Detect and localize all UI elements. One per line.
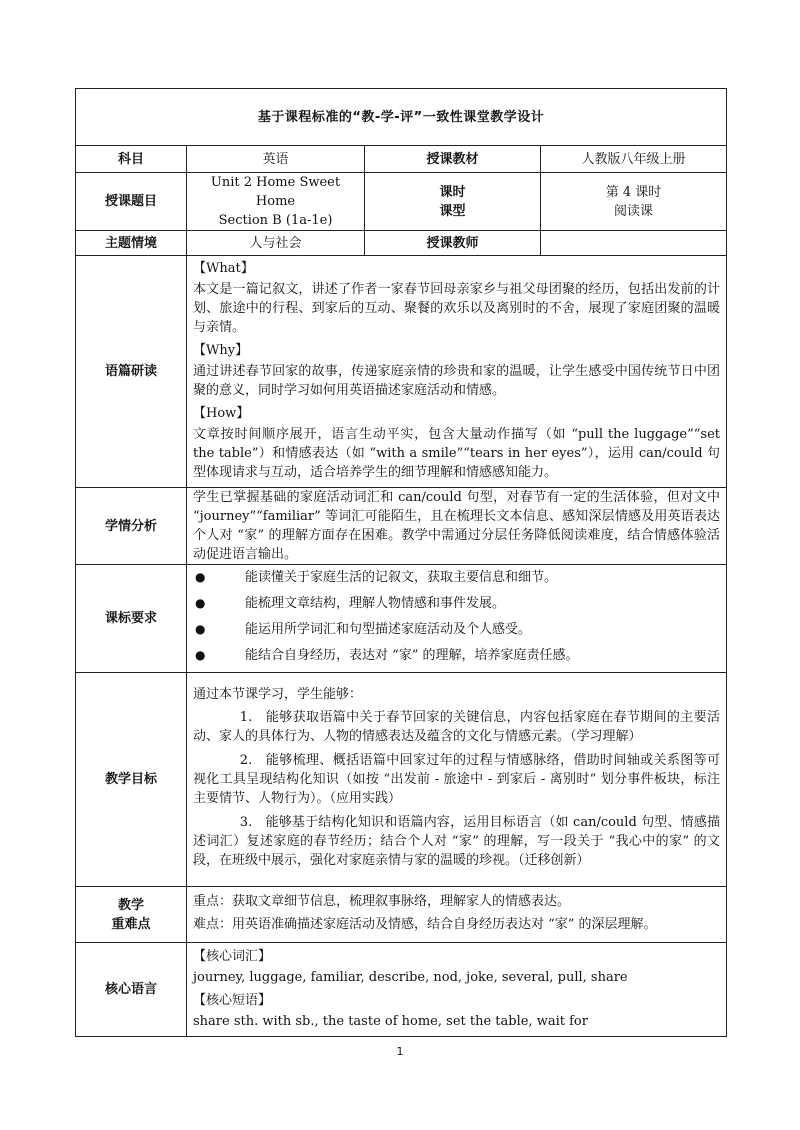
topic-value-line1: Unit 2 Home Sweet Home	[210, 175, 341, 209]
period-type-label	[365, 173, 541, 231]
topic-value	[187, 173, 365, 231]
teacher-label: 授课教师	[365, 231, 541, 256]
topic-value-line2: Section B (1a-1e)	[218, 213, 333, 228]
core-language-label: 核心语言	[76, 943, 187, 1037]
bullet-icon: ●	[195, 622, 206, 636]
key-points-label-line2: 重难点	[111, 916, 151, 932]
standards-content	[187, 565, 727, 673]
list-item	[193, 646, 720, 665]
how-text: 文章按时间顺序展开，语言生动平实，包含大量动作描写（如 “pull the luggage”“set the table”）和情感表达（如 “with a smile”“tears in her eyes”），运用 can/could 句型体现请求与互动，适合培养学生的细节理解和情感感知能力。	[193, 427, 721, 480]
key-points-row	[76, 887, 727, 943]
teacher-value	[541, 231, 727, 256]
period-label: 课时	[439, 184, 466, 200]
textbook-label: 授课教材	[365, 146, 541, 173]
standard-text: 能运用所学词汇和句型描述家庭活动及个人感受。	[245, 622, 532, 637]
period-type-value	[541, 173, 727, 231]
phrase-text: share sth. with sb., the taste of home, set the table, wait for	[193, 1013, 588, 1029]
list-item	[193, 620, 720, 639]
key-points-label	[76, 887, 187, 943]
list-item	[193, 594, 720, 613]
objective-item: 2. 能够梳理、概括语篇中回家过年的过程与情感脉络，借助时间轴或关系图等可视化工具呈现结构化知识（如按 “出发前 - 旅途中 - 到家后 - 离别时” 划分事件板块，标注主要情节、人物行为）。（应用实践）	[193, 752, 721, 806]
text-study-label: 语篇研读	[76, 256, 187, 488]
standards-list	[193, 568, 720, 665]
standard-text: 能结合自身经历，表达对 “家” 的理解，培养家庭责任感。	[245, 648, 579, 663]
context-value: 人与社会	[187, 231, 365, 256]
key-points-content	[187, 887, 727, 943]
learner-analysis-row	[76, 488, 727, 565]
learner-analysis-label: 学情分析	[76, 488, 187, 565]
textbook-value: 人教版八年级上册	[541, 146, 727, 173]
standard-text: 能梳理文章结构，理解人物情感和事件发展。	[245, 596, 506, 611]
bullet-icon: ●	[195, 570, 206, 584]
list-item	[193, 568, 720, 587]
vocab-text: journey, luggage, familiar, describe, nod, joke, several, pull, share	[193, 969, 628, 985]
objectives-label: 教学目标	[76, 673, 187, 887]
difficult-point-text: 难点：用英语准确描述家庭活动及情感，结合自身经历表达对 “家” 的深层理解。	[193, 916, 657, 932]
objectives-row	[76, 673, 727, 887]
context-label: 主题情境	[76, 231, 187, 256]
type-value: 阅读课	[614, 203, 654, 219]
lesson-plan-table	[75, 88, 727, 1037]
learner-analysis-text: 学生已掌握基础的家庭活动词汇和 can/could 句型，对春节有一定的生活体验，但对文中 “journey”“familiar” 等词汇可能陌生，且在梳理长文本信息、感知深层情感及用英语表达个人对 “家” 的理解方面存在困难。教学中需通过分层任务降低阅读难度，结合情感体验活动促进语言输出。	[187, 488, 727, 565]
key-point-text: 重点：获取文章细节信息，梳理叙事脉络，理解家人的情感表达。	[193, 893, 571, 909]
topic-label: 授课题目	[76, 173, 187, 231]
what-text: 本文是一篇记叙文，讲述了作者一家春节回母亲家乡与祖父母团聚的经历，包括出发前的计划、旅途中的行程、到家后的互动、聚餐的欢乐以及离别时的不舍，展现了家庭团聚的温暖与亲情。	[193, 282, 721, 335]
page-number: 1	[396, 1045, 404, 1058]
bullet-icon: ●	[195, 596, 206, 610]
core-language-content	[187, 943, 727, 1037]
why-text: 通过讲述春节回家的故事，传递家庭亲情的珍贵和家的温暖，让学生感受中国传统节日中团聚的意义，同时学习如何用英语描述家庭活动和情感。	[193, 364, 721, 398]
vocab-heading: 【核心词汇】	[193, 948, 272, 964]
period-value: 第 4 课时	[605, 184, 662, 200]
text-study-content	[187, 256, 727, 488]
context-row	[76, 231, 727, 256]
objectives-content	[187, 673, 727, 887]
text-study-row	[76, 256, 727, 488]
subject-row	[76, 146, 727, 173]
core-language-row	[76, 943, 727, 1037]
objective-item: 3. 能够基于结构化知识和语篇内容，运用目标语言（如 can/could 句型、情感描述词汇）复述家庭的春节经历；结合个人对 “家” 的理解，写一段关于 “我心中的家” 的文段，在班级中展示，强化对家庭亲情与家的温暖的珍视。（迁移创新）	[193, 814, 721, 868]
page-title: 基于课程标准的“教-学-评”一致性课堂教学设计	[76, 89, 727, 146]
how-heading: 【How】	[193, 406, 250, 421]
bullet-icon: ●	[195, 648, 206, 662]
standard-text: 能读懂关于家庭生活的记叙文，获取主要信息和细节。	[245, 570, 558, 585]
subject-label: 科目	[76, 146, 187, 173]
lesson-plan-page	[75, 88, 726, 1037]
topic-row	[76, 173, 727, 231]
standards-row	[76, 565, 727, 673]
type-label: 课型	[439, 203, 466, 219]
objectives-intro: 通过本节课学习，学生能够：	[193, 686, 363, 702]
title-row	[76, 89, 727, 146]
key-points-label-line1: 教学	[117, 897, 144, 913]
phrase-heading: 【核心短语】	[193, 992, 272, 1008]
standards-label: 课标要求	[76, 565, 187, 673]
subject-value: 英语	[187, 146, 365, 173]
objective-item: 1. 能够获取语篇中关于春节回家的关键信息，内容包括家庭在春节期间的主要活动、家人的具体行为、人物的情感表达及蕴含的文化与情感元素。（学习理解）	[193, 709, 721, 744]
what-heading: 【What】	[193, 261, 254, 276]
why-heading: 【Why】	[193, 343, 249, 358]
